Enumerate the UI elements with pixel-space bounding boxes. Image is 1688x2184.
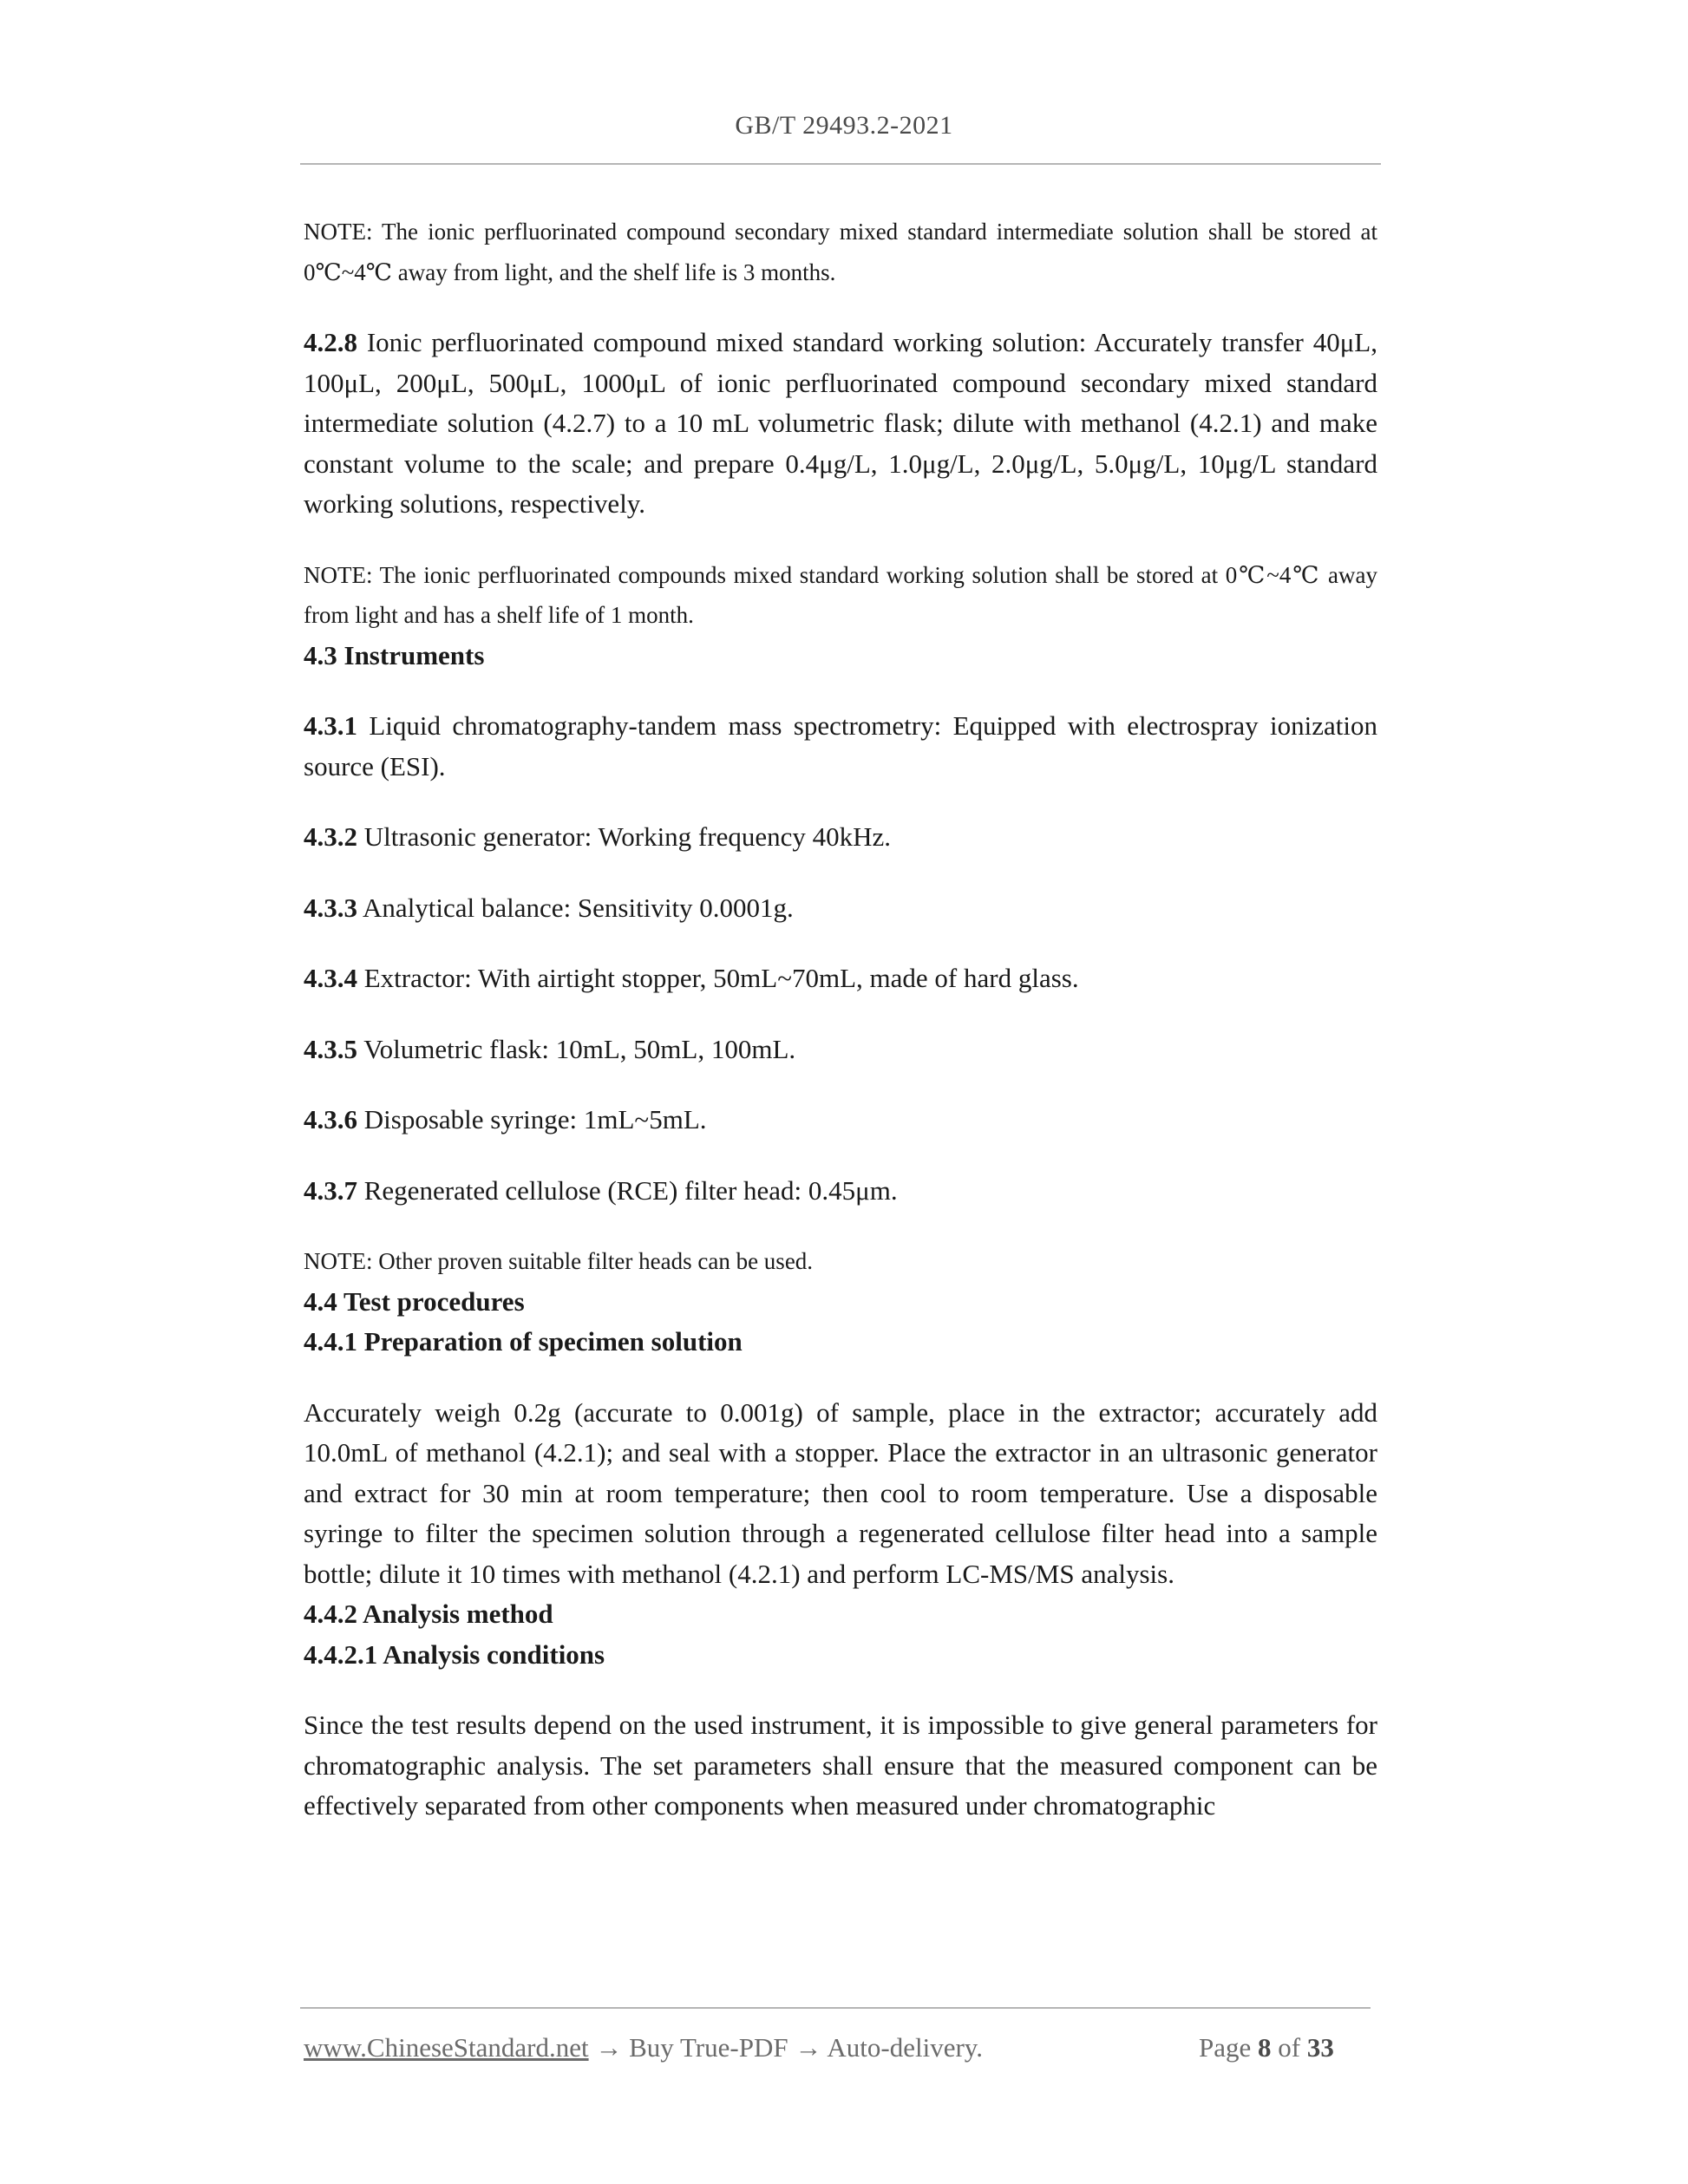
heading-4-4-2-1: 4.4.2.1 Analysis conditions [304,1638,605,1670]
footer-divider [300,2007,1371,2009]
clause-text: Liquid chromatography-tandem mass spectrometry: Equipped with electrospray ionization source (ESI). [304,710,1378,781]
of-label: of [1278,2032,1301,2063]
paragraph-4-4-1: Accurately weigh 0.2g (accurate to 0.001g) of sample, place in the extractor; accurately add 10.0mL of methanol (4.2.1); and seal with a stopper. Place the extractor in an ultrasonic generator and extract for 30 min at room temperature; then cool to room temperature. Use a disposable syringe to filter the specimen solution through a regenerated cellulose filter head into a sample bottle; dilute it 10 times with methanol (4.2.1) and perform LC-MS/MS analysis. [304,1396,1377,1589]
clause-number: 4.3.3 [304,892,357,923]
clause-number: 4.3.6 [304,1104,357,1135]
clause-4-3-3 [304,888,1377,929]
document-header-standard-id: GB/T 29493.2-2021 [735,111,953,140]
heading-4-4: 4.4 Test procedures [304,1285,525,1317]
clause-4-3-4 [304,958,1377,999]
clause-text: Ultrasonic generator: Working frequency 40kHz. [363,821,892,852]
document-body [304,212,1377,1827]
clause-4-3-7 [304,1171,1377,1212]
clause-text: Disposable syringe: 1mL~5mL. [363,1104,707,1135]
clause-number: 4.3.7 [304,1174,357,1206]
heading-4-4-1: 4.4.1 Preparation of specimen solution [304,1326,743,1357]
clause-4-3-5 [304,1030,1377,1070]
clause-number: 4.3.5 [304,1033,357,1064]
arrow-right-icon: → [795,2032,822,2063]
auto-delivery-text: Auto-delivery. [827,2032,984,2063]
clause-text: Regenerated cellulose (RCE) filter head: 0.45μm. [363,1174,898,1206]
buy-true-pdf-text: Buy True-PDF [629,2032,788,2063]
clause-text: Volumetric flask: 10mL, 50mL, 100mL. [363,1033,796,1064]
note-filter-heads: NOTE: Other proven suitable filter heads can be used. [304,1248,814,1274]
footer-promo [304,2032,983,2063]
page-label: Page [1199,2032,1252,2063]
note-storage-intermediate: NOTE: The ionic perfluorinated compound secondary mixed standard intermediate solution shall be stored at 0℃~4℃ away from light, and the shelf life is 3 months. [304,219,1377,285]
header-divider [300,163,1381,165]
page-indicator [1199,2032,1334,2063]
arrow-right-icon: → [595,2032,623,2063]
clause-4-2-8 [304,323,1377,525]
page-number: 8 [1258,2032,1272,2063]
site-link[interactable]: www.ChineseStandard.net [304,2032,589,2063]
clause-text: Extractor: With airtight stopper, 50mL~70mL, made of hard glass. [363,963,1079,993]
clause-number: 4.3.2 [304,821,357,852]
clause-4-3-2 [304,817,1377,858]
clause-text: Ionic perfluorinated compound mixed standard working solution: Accurately transfer 40μL, 100μL, 200μL, 500μL, 1000μL of ionic perfluorinated compound secondary mixed standard intermediate solution (4.2.7) to a 10 mL volumetric flask; dilute with methanol (4.2.1) and make constant volume to the scale; and prepare 0.4μg/L, 1.0μg/L, 2.0μg/L, 5.0μg/L, 10μg/L standard working solutions, respectively. [304,327,1377,519]
clause-4-3-6 [304,1100,1377,1141]
page-total: 33 [1306,2032,1334,2063]
paragraph-4-4-2-1: Since the test results depend on the used instrument, it is impossible to give general parameters for chromatographic analysis. The set parameters shall ensure that the measured component can be effectively separated from other components when measured under chromatographic [304,1710,1377,1821]
clause-4-3-1 [304,706,1377,787]
clause-text: Analytical balance: Sensitivity 0.0001g. [363,892,794,923]
heading-4-3: 4.3 Instruments [304,639,485,670]
clause-number: 4.3.1 [304,710,357,741]
clause-number: 4.3.4 [304,963,357,993]
heading-4-4-2: 4.4.2 Analysis method [304,1599,553,1629]
note-storage-working: NOTE: The ionic perfluorinated compounds mixed standard working solution shall be stored at 0℃~4℃ away from light and has a shelf life of 1 month. [304,561,1377,628]
clause-number: 4.2.8 [304,327,357,357]
